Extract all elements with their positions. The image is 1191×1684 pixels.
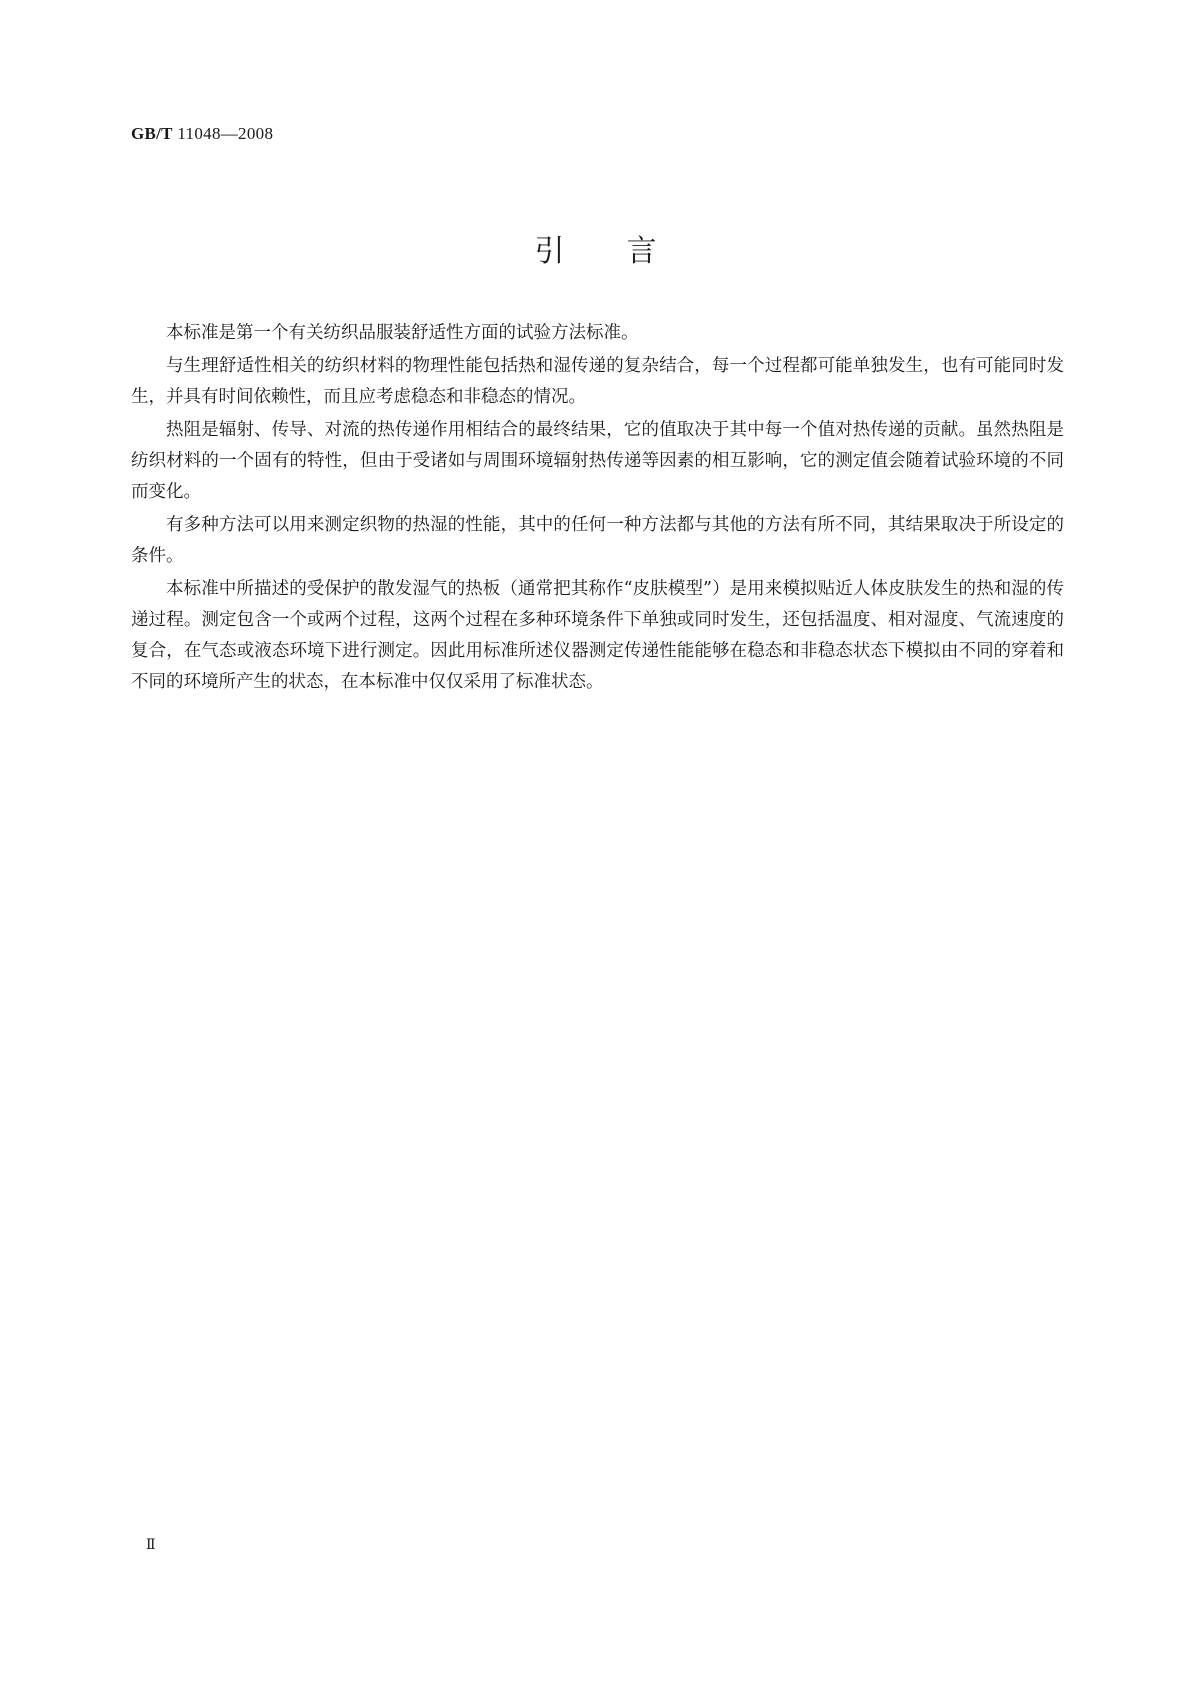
section-title: 引言 — [534, 234, 719, 269]
standard-number: 11048—2008 — [177, 124, 274, 143]
paragraph-5: 本标准中所描述的受保护的散发湿气的热板（通常把其称作“皮肤模型”）是用来模拟贴近人体皮肤发生的热和湿的传递过程。测定包含一个或两个过程，这两个过程在多种环境条件下单独或同时发生，还包括温度、相对湿度、气流速度的复合，在气态或液态环境下进行测定。因此用标准所述仪器测定传递性能能够在稳态和非稳态状态下模拟由不同的穿着和不同的环境所产生的状态，在本标准中仅仅采用了标准状态。 — [131, 579, 1064, 692]
paragraph-4: 有多种方法可以用来测定织物的热湿的性能，其中的任何一种方法都与其他的方法有所不同，其结果取决于所设定的条件。 — [131, 515, 1064, 566]
paragraph-3: 热阻是辐射、传导、对流的热传递作用相结合的最终结果，它的值取决于其中每一个值对热传递的贡献。虽然热阻是纺织材料的一个固有的特性，但由于受诸如与周围环境辐射热传递等因素的相互影响，它的测定值会随着试验环境的不同而变化。 — [131, 420, 1064, 502]
page-number: Ⅱ — [146, 1538, 156, 1553]
paragraph-1: 本标准是第一个有关纺织品服装舒适性方面的试验方法标准。 — [166, 323, 639, 343]
standard-prefix: GB/T — [131, 124, 173, 143]
paragraph-2: 与生理舒适性相关的纺织材料的物理性能包括热和湿传递的复杂结合，每一个过程都可能单独发生，也有可能同时发生，并具有时间依赖性，而且应考虑稳态和非稳态的情况。 — [131, 356, 1064, 407]
introduction-body — [131, 318, 1064, 700]
standard-identifier — [131, 124, 273, 144]
